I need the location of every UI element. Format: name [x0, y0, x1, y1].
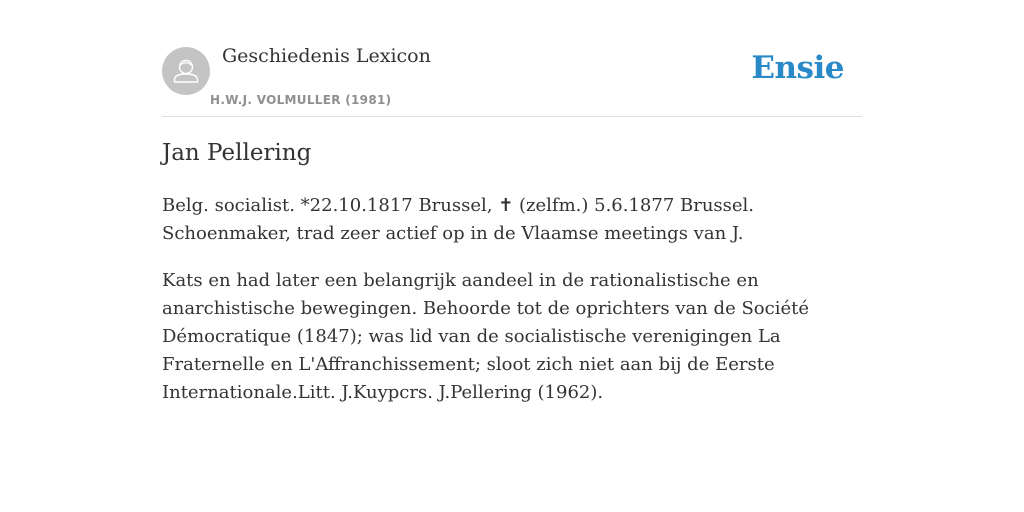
page	[162, 0, 862, 403]
lexicon-title-link[interactable]: Geschiedenis Lexicon	[222, 45, 431, 67]
entry-paragraph: Belg. socialist. *22.10.1817 Brussel, ✝ (zelfm.) 5.6.1877 Brussel. Schoenmaker, trad zeer actief op in de Vlaamse meetings van J.	[162, 195, 755, 244]
author-credit: H.W.J. VOLMULLER (1981)	[210, 93, 392, 107]
user-placeholder-icon	[162, 47, 210, 95]
ensie-logo[interactable]: Ensie	[751, 50, 844, 86]
entry-header	[162, 0, 862, 117]
entry-paragraph: Kats en had later een belangrijk aandeel in de rationalistische en anarchistische bewegingen. Behoorde tot de oprichters van de Société Démocratique (1847); was lid van de socialistische verenigingen La Fraternelle en L'Affranchissement; sloot zich niet aan bij de Eerste Internationale.Litt. J.Kuypcrs. J.Pellering (1962).	[162, 270, 809, 403]
author-avatar[interactable]	[162, 47, 210, 95]
entry-title: Jan Pellering	[162, 140, 312, 166]
